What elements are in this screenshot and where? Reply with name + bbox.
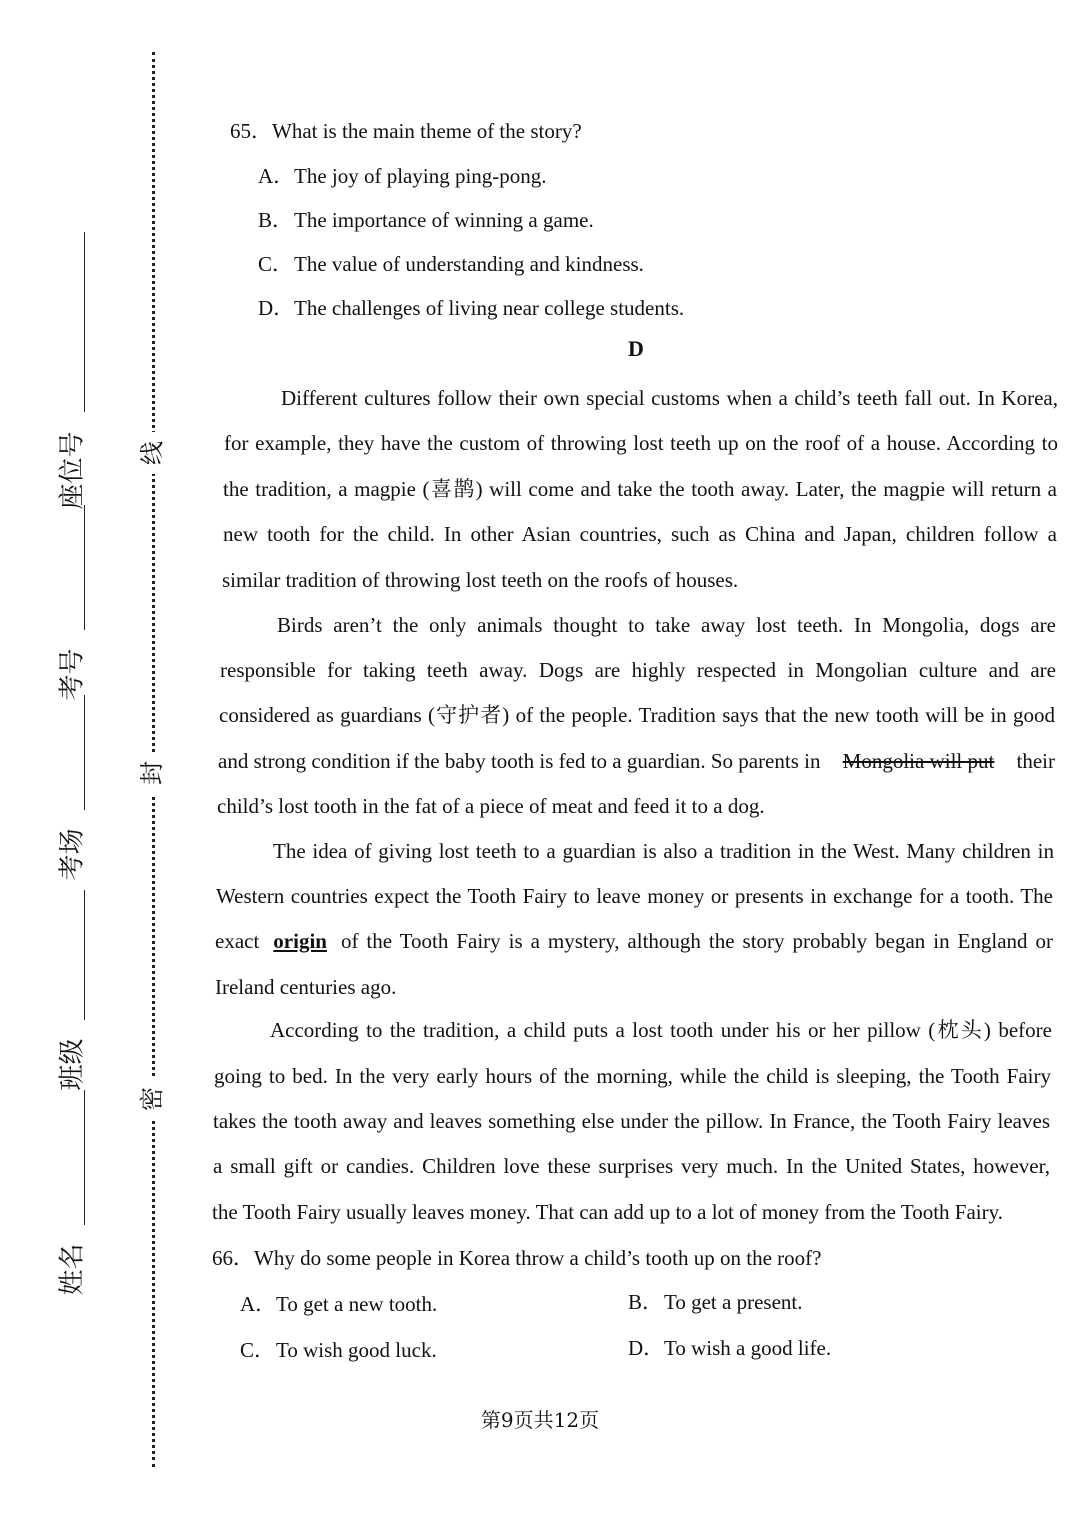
option-text: The value of understanding and kindness. [294,252,644,276]
p1-line-1: Different cultures follow their own special customs when a child’s teeth fall out. In Korea, [281,386,1058,410]
class-label: 班级 [57,1038,88,1091]
option-letter: D． [258,296,295,320]
option-text: The challenges of living near college students. [294,296,685,320]
option-text: To get a new tooth. [276,1292,438,1316]
q65-stem: 65．What is the main theme of the story? [230,119,582,143]
p2-line-1: Birds aren’t the only animals thought to take away lost teeth. In Mongolia, dogs are [277,613,1056,637]
exam-room-label: 考场 [57,828,88,881]
q66-stem: 66．Why do some people in Korea throw a child’s tooth up on the roof? [212,1246,822,1270]
p2-line-2: responsible for taking teeth away. Dogs are highly respected in Mongolian culture and are [220,658,1056,682]
p3-line-3-pre: exact [215,929,260,953]
option-text: To get a present. [664,1290,803,1314]
p2-line-4-end: their [1016,749,1055,773]
p4-line-3: takes the tooth away and leaves something else under the pillow. In France, the Tooth Fairy leaves [213,1109,1050,1133]
q66-option-b[interactable] [628,1287,802,1317]
strikethrough-text: Mongolia will put [842,749,995,773]
option-letter: B． [258,208,294,232]
p1-line-5: similar tradition of throwing lost teeth on the roofs of houses. [222,568,739,592]
option-text: The importance of winning a game. [294,208,594,232]
p4-line-5: the Tooth Fairy usually leaves money. That can add up to a lot of money from the Tooth Fairy. [212,1200,1004,1224]
option-letter: B． [628,1290,664,1314]
p4-line-4: a small gift or candies. Children love these surprises very much. In the United States, however, [213,1154,1050,1178]
p2-line-4 [218,746,1055,776]
q65-option-a[interactable] [258,161,547,191]
option-letter: D． [628,1336,665,1360]
exam-number-label: 考号 [57,648,88,701]
p4-line-2: going to bed. In the very early hours of the morning, while the child is sleeping, the Tooth Fairy [214,1064,1051,1088]
seal-char-feng: 封 [131,752,173,794]
p2-line-5: child’s lost tooth in the fat of a piece of meat and feed it to a dog. [217,794,765,818]
q65-option-d[interactable] [258,293,684,323]
q66-option-a[interactable] [240,1289,437,1319]
option-text: To wish a good life. [664,1336,832,1360]
q65-option-c[interactable] [258,249,644,279]
p2-line-3: considered as guardians (守护者) of the people. Tradition says that the new tooth will be in good [219,703,1055,727]
seat-number-label: 座位号 [57,431,88,510]
p4-line-1: According to the tradition, a child puts a lost tooth under his or her pillow (枕头) before [270,1018,1052,1042]
p3-line-4: Ireland centuries ago. [215,975,397,999]
option-letter: C． [258,252,294,276]
q66-option-c[interactable] [240,1335,437,1365]
p3-line-3 [215,926,1053,956]
q65-option-b[interactable] [258,205,594,235]
q66-option-d[interactable] [628,1333,831,1363]
option-letter: C． [240,1338,276,1362]
p3-line-2: Western countries expect the Tooth Fairy to leave money or presents in exchange for a tooth. The [216,884,1053,908]
p1-line-4: new tooth for the child. In other Asian countries, such as China and Japan, children follow a [223,522,1057,546]
seal-char-xian: 线 [131,432,173,474]
underlined-word-origin: origin [273,929,327,953]
section-letter: D [628,336,644,361]
p3-line-3-post: of the Tooth Fairy is a mystery, although the story probably began in England or [340,929,1053,953]
seal-char-mi: 密 [131,1078,173,1120]
p1-line-3: the tradition, a magpie (喜鹊) will come and take the tooth away. Later, the magpie will return a [223,477,1057,501]
option-text: To wish good luck. [276,1338,437,1362]
p3-line-1: The idea of giving lost teeth to a guardian is also a tradition in the West. Many children in [273,839,1054,863]
option-text: The joy of playing ping-pong. [294,164,547,188]
name-label: 姓名 [57,1243,88,1296]
p1-line-2: for example, they have the custom of throwing lost teeth up on the roof of a house. According to [224,431,1058,455]
page-footer: 第9页共12页 [480,1408,600,1432]
option-letter: A． [240,1292,277,1316]
option-letter: A． [258,164,295,188]
p2-line-4-text: and strong condition if the baby tooth is fed to a guardian. So parents in [218,749,821,773]
